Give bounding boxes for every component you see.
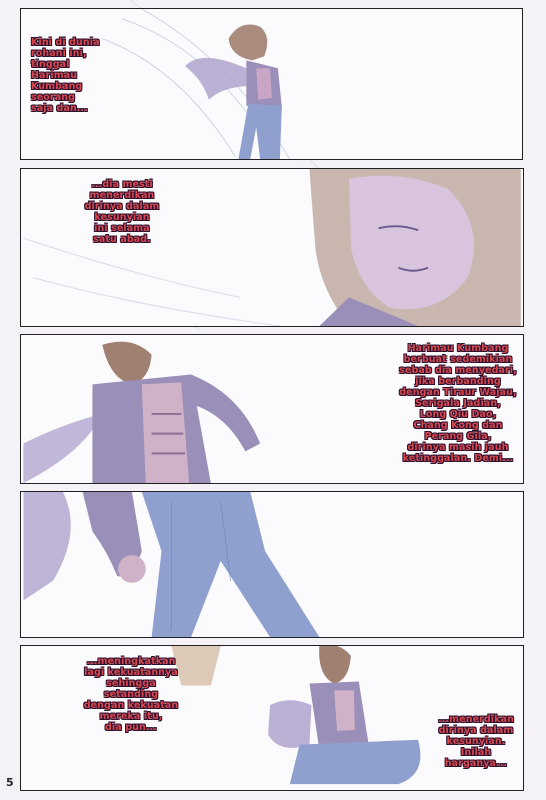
panel-4-illustration [21, 492, 523, 637]
narration-caption-1: Kini di dunia rohani ini, tinggal Harimau Kumbang seorang saja dan... [31, 37, 100, 114]
narration-caption-5a: ...meningkatkan lagi kekuatannya sehingga setanding dengan kekuatan mereka itu, dia pun... [83, 656, 179, 733]
narration-caption-2: ...dia mesti menerdikan dirinya dalam kesunyian ini selama satu abad. [84, 179, 160, 245]
comic-panel-1 [20, 8, 523, 160]
comic-panel-5 [20, 645, 524, 791]
page-number: 5 [6, 776, 14, 789]
narration-caption-5b: ...menerdikan dirinya dalam kesunyian. Inilah harganya... [438, 714, 514, 769]
comic-panel-4 [20, 491, 524, 638]
comic-panel-3 [20, 334, 524, 484]
comic-panel-2 [20, 168, 524, 327]
narration-caption-3: Harimau Kumbang berbuat sedemikian sebab dia menyedari, jika berbanding dengan Tiraur Wajau, Serigala Jadian, Long Qiu Dao, Chang Kong dan Perang Gila, dirinya masih jauh ketinggalan. Demi... [399, 343, 517, 464]
